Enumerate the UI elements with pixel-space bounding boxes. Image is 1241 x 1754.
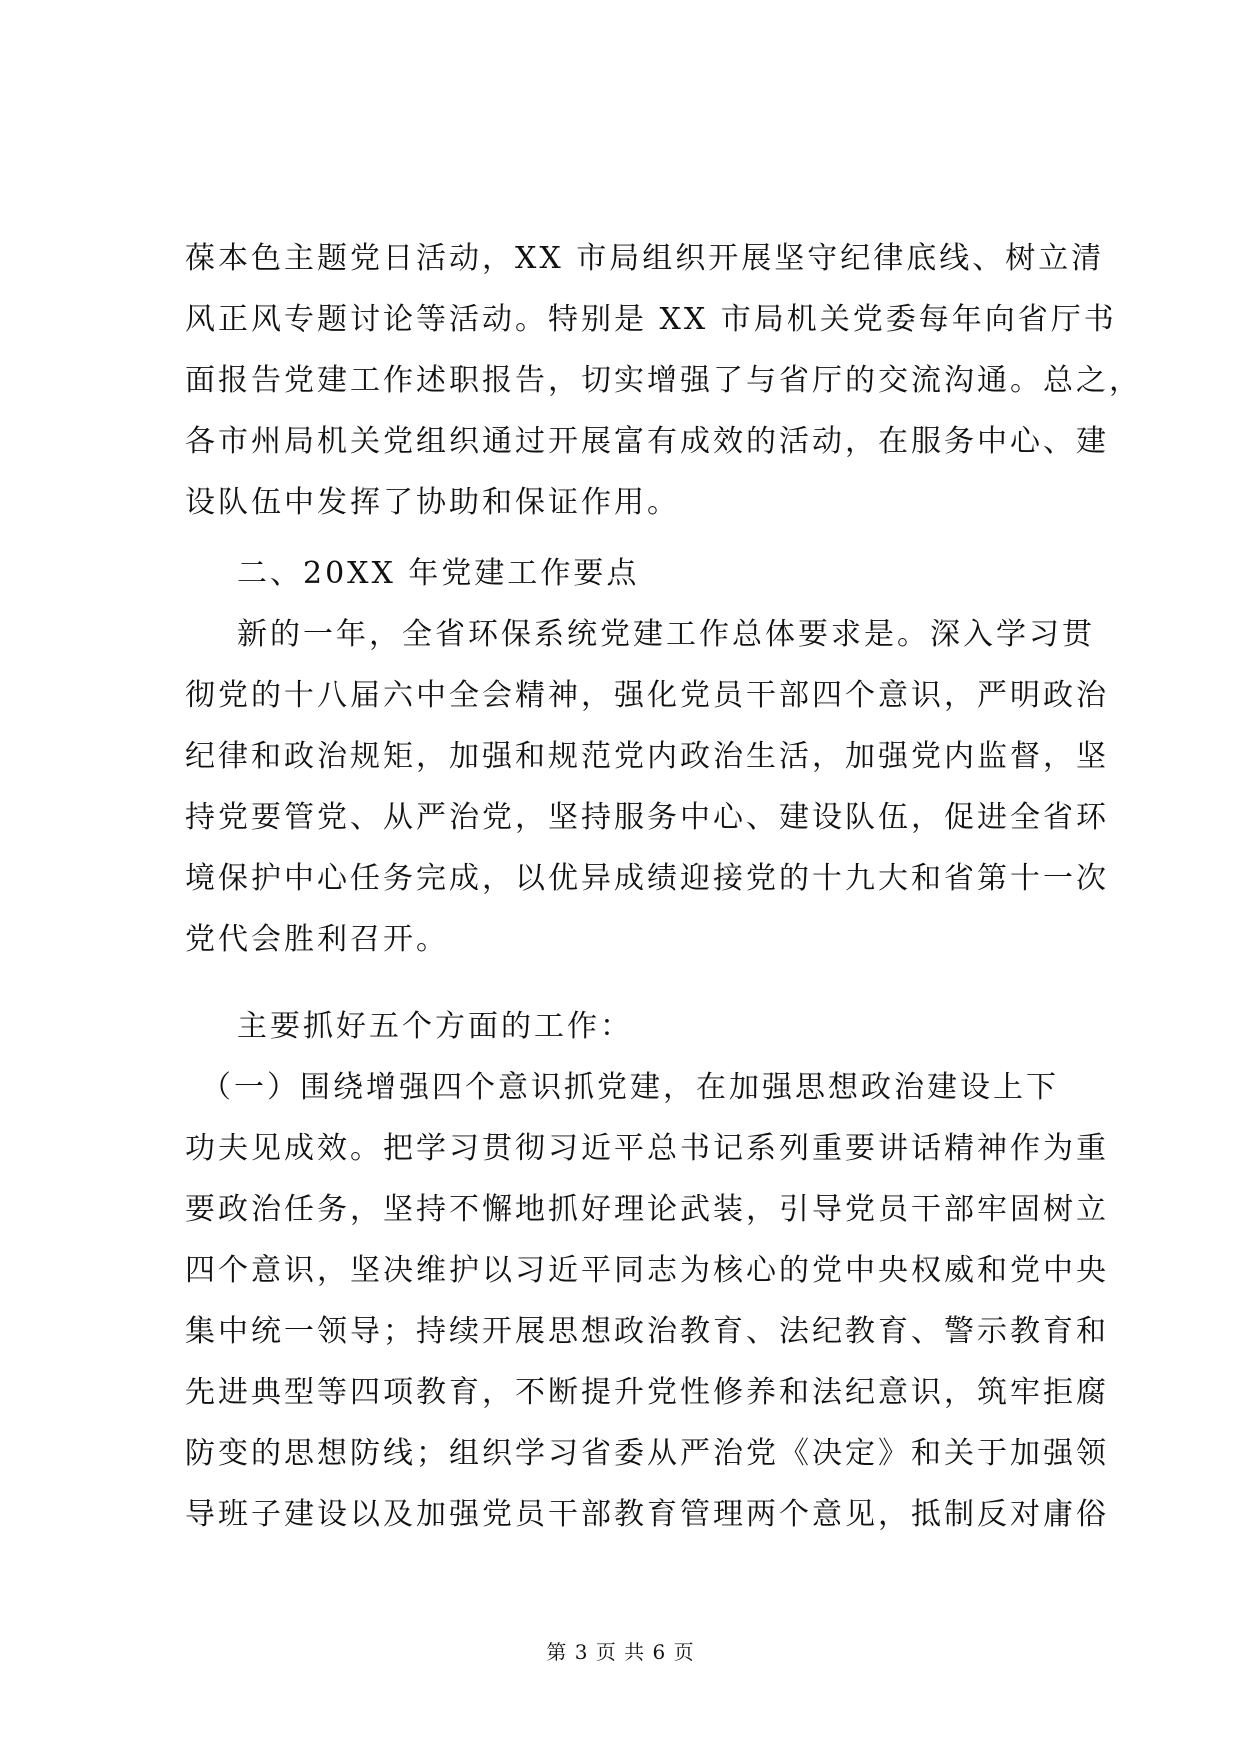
- body-line: 纪律和政治规矩，加强和规范党内政治生活，加强党内监督，坚: [185, 739, 1109, 774]
- body-line: 导班子建设以及加强党员干部教育管理两个意见，抵制反对庸俗: [185, 1497, 1109, 1532]
- body-line: 葆本色主题党日活动，XX 市局组织开展坚守纪律底线、树立清: [185, 241, 1105, 276]
- body-line: 新的一年，全省环保系统党建工作总体要求是。深入学习贯: [237, 617, 1095, 652]
- paragraph-gap: [185, 970, 1053, 996]
- page-number-footer: 第 3 页 共 6 页: [546, 1640, 695, 1664]
- body-line: 境保护中心任务完成，以优异成绩迎接党的十九大和省第十一次: [185, 861, 1109, 896]
- body-line: 先进典型等四项教育，不断提升党性修养和法纪意识，筑牢拒腐: [185, 1375, 1109, 1410]
- body-line: 功夫见成效。把学习贯彻习近平总书记系列重要讲话精神作为重: [185, 1131, 1109, 1166]
- body-line: 主要抓好五个方面的工作：: [237, 1009, 633, 1044]
- body-line: 持党要管党、从严治党，坚持服务中心、建设队伍，促进全省环: [185, 800, 1109, 835]
- body-line: 集中统一领导；持续开展思想政治教育、法纪教育、警示教育和: [185, 1314, 1109, 1349]
- body-line: 彻党的十八届六中全会精神，强化党员干部四个意识，严明政治: [185, 678, 1109, 713]
- document-body: [185, 228, 1142, 1545]
- body-line: 设队伍中发挥了协助和保证作用。: [185, 485, 680, 520]
- section-heading: 二、20XX 年党建工作要点: [237, 556, 640, 591]
- body-line: 党代会胜利召开。: [185, 922, 449, 957]
- body-line: 要政治任务，坚持不懈地抓好理论武装，引导党员干部牢固树立: [185, 1192, 1109, 1227]
- body-line: 各市州局机关党组织通过开展富有成效的活动，在服务中心、建: [185, 424, 1109, 459]
- subsection-line: （一）围绕增强四个意识抓党建，在加强思想政治建设上下: [201, 1070, 1059, 1105]
- body-line: 防变的思想防线；组织学习省委从严治党《决定》和关于加强领: [185, 1436, 1109, 1471]
- paragraph-gap: [185, 533, 1053, 543]
- body-line: 面报告党建工作述职报告，切实增强了与省厅的交流沟通。总之，: [185, 363, 1142, 398]
- body-line: 风正风专题讨论等活动。特别是 XX 市局机关党委每年向省厅书: [185, 302, 1117, 337]
- body-line: 四个意识，坚决维护以习近平同志为核心的党中央权威和党中央: [185, 1253, 1109, 1288]
